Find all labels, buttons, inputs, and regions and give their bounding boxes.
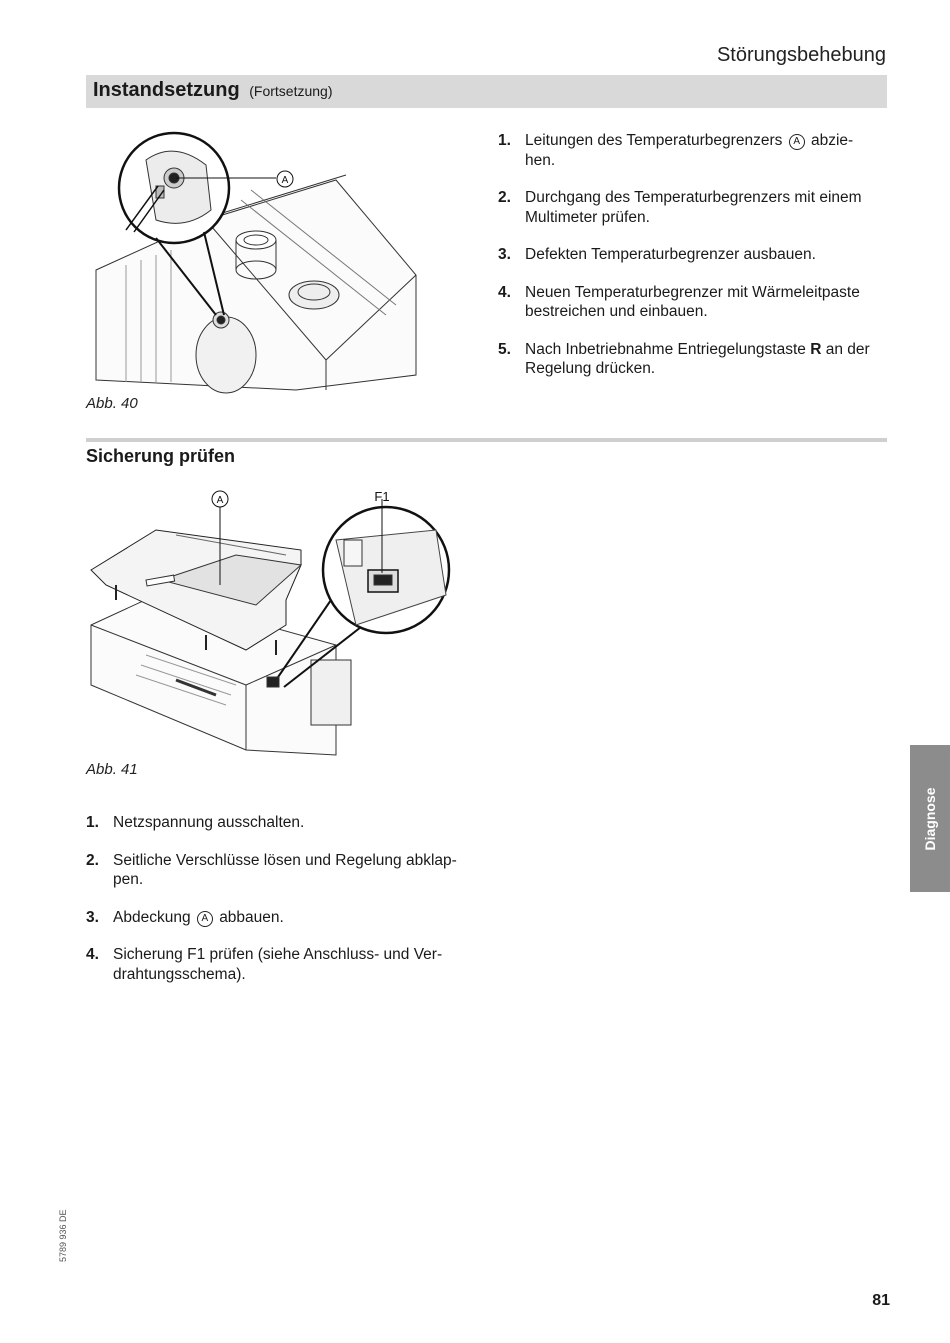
key-label-r: R [810,340,822,358]
list-item [498,131,888,170]
step-number: 3. [86,908,99,926]
document-code: 5789 936 DE [58,1209,68,1262]
figure-41-callout-f1: F1 [374,489,390,504]
step-text: Abdeckung [113,908,191,926]
step-text: Leitungen des Temperaturbegrenzers [525,132,783,149]
list-item [498,188,888,227]
bottom-steps-list [86,813,481,1002]
subsection-title: Sicherung prüfen [86,446,236,466]
chapter-title: Störungsbehebung [716,44,886,66]
step-number: 1. [498,132,511,149]
list-item [498,340,888,379]
list-item [86,908,481,928]
step-number: 4. [498,283,511,301]
side-tab-diagnose[interactable] [910,745,950,892]
step-text: Nach Inbetriebnahme Entriegelungstaste [525,340,806,358]
section-title [93,79,332,102]
step-number: 3. [498,246,511,263]
step-number: 5. [498,340,511,358]
list-item [86,851,481,890]
step-number: 1. [86,814,99,831]
side-tab-label: Diagnose [922,786,938,851]
figure-41-callout-a: A [216,495,224,506]
step-text: Neuen Temperaturbegrenzer mit Wärmeleitpaste bestreichen und einbauen. [525,283,860,320]
figure-40-callout-a: A [281,175,289,186]
step-number: 4. [86,946,99,963]
step-text: Sicherung F1 prüfen (siehe Anschluss- und Ver- drahtungsschema). [113,946,443,983]
step-text-cont: abzie- hen. [525,132,854,169]
list-item [86,945,481,984]
page-number: 81 [872,1292,890,1309]
section-divider [86,438,887,442]
step-text-cont: an der Regelung drücken. [525,340,870,377]
step-number: 2. [86,851,99,869]
figure-41-caption: Abb. 41 [86,761,138,778]
top-steps-list [498,131,888,397]
list-item [498,283,888,322]
section-header [86,75,887,108]
section-subtitle: (Fortsetzung) [249,83,333,99]
step-text: Durchgang des Temperaturbegrenzers mit einem Multimeter prüfen. [525,189,862,226]
section-title-text: Instandsetzung [93,79,240,101]
figure-40-illustration [86,120,421,395]
figure-41-illustration [86,485,461,765]
callout-a-marker: A [789,134,805,150]
figure-40-caption: Abb. 40 [86,395,138,412]
step-text: Defekten Temperaturbegrenzer ausbauen. [525,246,816,263]
step-text-cont: abbauen. [219,908,284,926]
callout-a-marker: A [197,911,213,927]
step-text: Netzspannung ausschalten. [113,814,305,831]
list-item [86,813,481,833]
list-item [498,245,888,265]
step-text: Seitliche Verschlüsse lösen und Regelung abklap- pen. [113,851,457,888]
step-number: 2. [498,189,511,206]
